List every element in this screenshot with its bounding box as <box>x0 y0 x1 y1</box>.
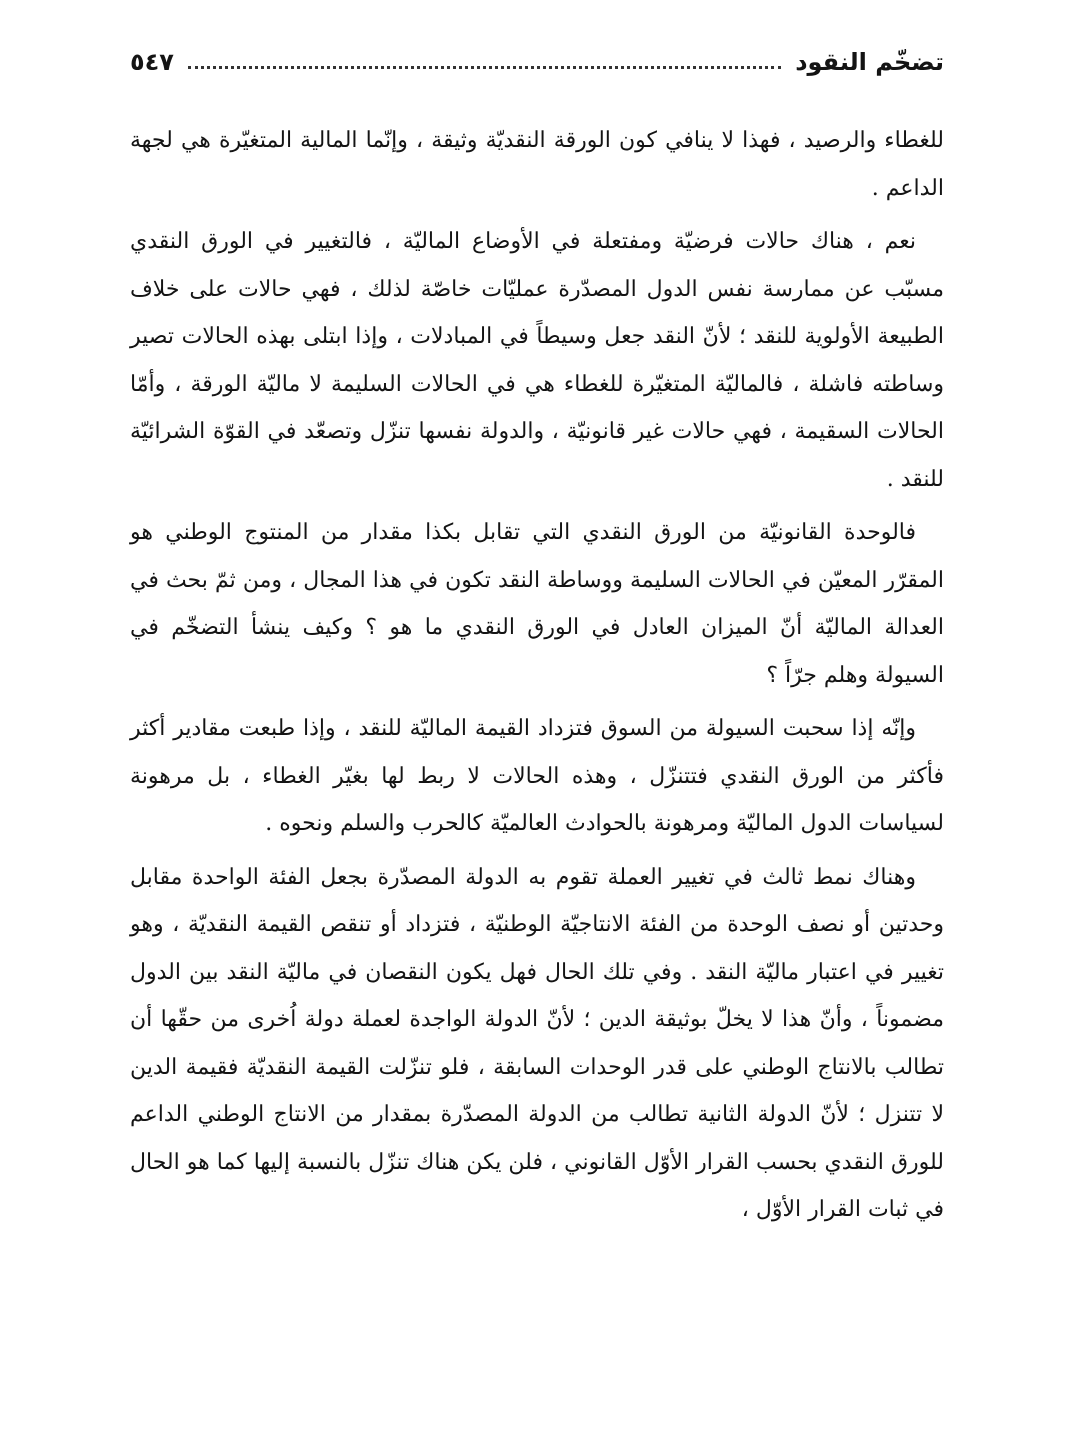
paragraph-continuation: للغطاء والرصيد ، فهذا لا ينافي كون الورقة النقديّة وثيقة ، وإنّما المالية المتغيّرة هي لجهة الداعم . <box>130 128 944 201</box>
running-header <box>130 42 944 82</box>
paragraph: وهناك نمط ثالث في تغيير العملة تقوم به الدولة المصدّرة بجعل الفئة الواحدة مقابل وحدتين أو نصف الوحدة من الفئة الانتاجيّة الوطنيّة ، فتزداد أو تنقص القيمة النقديّة ، وهو تغيير في اعتبار ماليّة النقد . وفي تلك الحال فهل يكون النقصان في ماليّة النقد بين الدول مضموناً ، وأنّ هذا لا يخلّ بوثيقة الدين ؛ لأنّ الدولة الواجدة لعملة دولة اُخرى من حقّها أن تطالب بالانتاج الوطني على قدر الوحدات السابقة ، فلو تنزّلت القيمة النقديّة فقيمة الدين لا تتنزل ؛ لأنّ الدولة الثانية تطالب من الدولة المصدّرة بمقدار من الانتاج الوطني الداعم للورق النقدي بحسب القرار الأوّل القانوني ، فلن يكن هناك تنزّل بالنسبة إليها كما هو الحال في ثبات القرار الأوّل ، <box>130 864 944 1222</box>
running-title: تضخّم النقود <box>795 48 944 76</box>
dotted-leader <box>188 65 781 69</box>
page-number: ٥٤٧ <box>130 48 174 76</box>
book-page <box>130 0 944 1439</box>
paragraph: وإنّه إذا سحبت السيولة من السوق فتزداد القيمة الماليّة للنقد ، وإذا طبعت مقادير أكثر فأكثر من الورق النقدي فتتنزّل ، وهذه الحالات لا ربط لها بغيّر الغطاء ، بل مرهونة لسياسات الدول الماليّة ومرهونة بالحوادث العالميّة كالحرب والسلم ونحوه . <box>130 716 944 836</box>
paragraph: فالوحدة القانونيّة من الورق النقدي التي تقابل بكذا مقدار من المنتوج الوطني هو المقرّر المعيّن في الحالات السليمة ووساطة النقد تكون في هذا المجال ، ومن ثمّ بحث في العدالة الماليّة أنّ الميزان العادل في الورق النقدي ما هو ؟ وكيف ينشأ التضخّم في السيولة وهلم جرّاً ؟ <box>130 520 944 688</box>
paragraph: نعم ، هناك حالات فرضيّة ومفتعلة في الأوضاع الماليّة ، فالتغيير في الورق النقدي مسبّب عن ممارسة نفس الدول المصدّرة عمليّات خاصّة لذلك ، فهي حالات على خلاف الطبيعة الأولوية للنقد ؛ لأنّ النقد جعل وسيطاً في المبادلات ، وإذا ابتلى بهذه الحالات تصير وساطته فاشلة ، فالماليّة المتغيّرة للغطاء هي في الحالات السليمة لا ماليّة الورقة ، وأمّا الحالات السقيمة ، فهي حالات غير قانونيّة ، والدولة نفسها تنزّل وتصعّد في القوّة الشرائيّة للنقد . <box>130 229 944 492</box>
body-text <box>130 117 944 1240</box>
